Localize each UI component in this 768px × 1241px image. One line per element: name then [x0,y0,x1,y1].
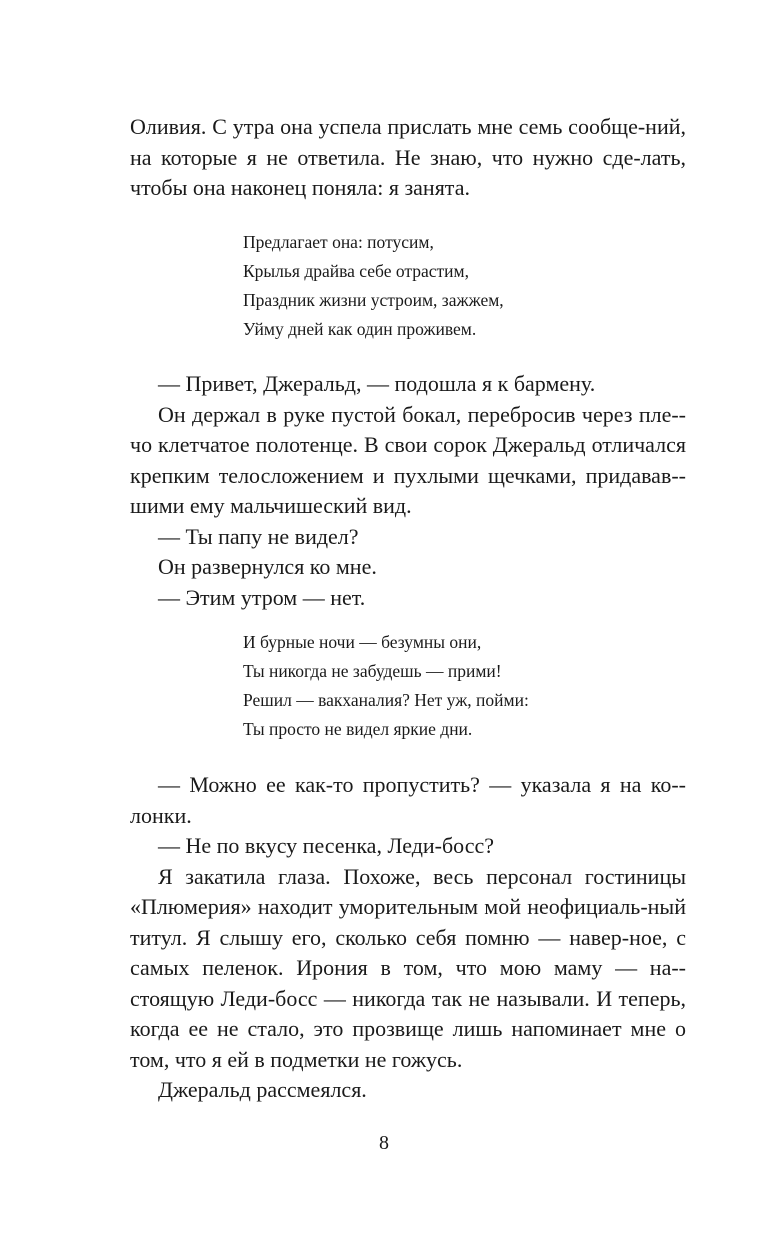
verse-line: Крылья драйва себе отрастим, [243,261,469,281]
paragraph: — Не по вкусу песенка, Леди-босс? [158,833,495,858]
verse-block-1 [243,228,683,344]
paragraph: — Этим утром — нет. [158,584,366,610]
verse-line: Ты просто не видел яркие дни. [243,719,473,739]
page-number: 8 [379,1132,389,1154]
text-block-1 [130,112,686,204]
paragraph: Оливия. С утра она успела прислать мне семь сообще-ний, на которые я не ответила. Не знаю, что нужно сде-лать, чтобы она наконец поняла: я занята. [130,114,686,200]
paragraph: — Можно ее как-то пропустить? — указала я на ко-лонки. [130,772,686,828]
paragraph: Джеральд рассмеялся. [158,1077,367,1102]
verse-line: Праздник жизни устроим, зажжем, [243,290,504,310]
paragraph: Он развернулся ко мне. [158,554,377,579]
paragraph: Я закатила глаза. Похоже, весь персонал гостиницы «Плюмерия» находит уморительным мой неофициаль-ный титул. Я слышу его, сколько себя помню — навер-ное, с самых пеленок. Ирония в том, что мою маму — на-стоящую Леди-босс — никогда так не называли. И теперь, когда ее не стало, это прозвище лишь напоминает мне о том, что я ей в подметки не гожусь. [130,863,686,1072]
text-block-2 [130,369,686,613]
verse-block-2 [243,628,683,744]
paragraph: — Ты папу не видел? [158,523,359,549]
paragraph: Он держал в руке пустой бокал, перебросив через пле-чо клетчатое полотенце. В свои сорок Джеральд отличался крепким телосложением и пухлыми щечками, придавав-шими ему мальчишеский вид. [130,401,686,518]
paragraph: — Привет, Джеральд, — подошла я к бармену. [158,371,596,396]
verse-line: И бурные ночи — безумны они, [243,632,482,652]
verse-line: Предлагает она: потусим, [243,232,434,252]
verse-line: Ты никогда не забудешь — прими! [243,661,502,681]
verse-line: Уйму дней как один проживем. [243,319,477,339]
text-block-3 [130,770,686,1106]
verse-line: Решил — вакханалия? Нет уж, пойми: [243,690,529,710]
